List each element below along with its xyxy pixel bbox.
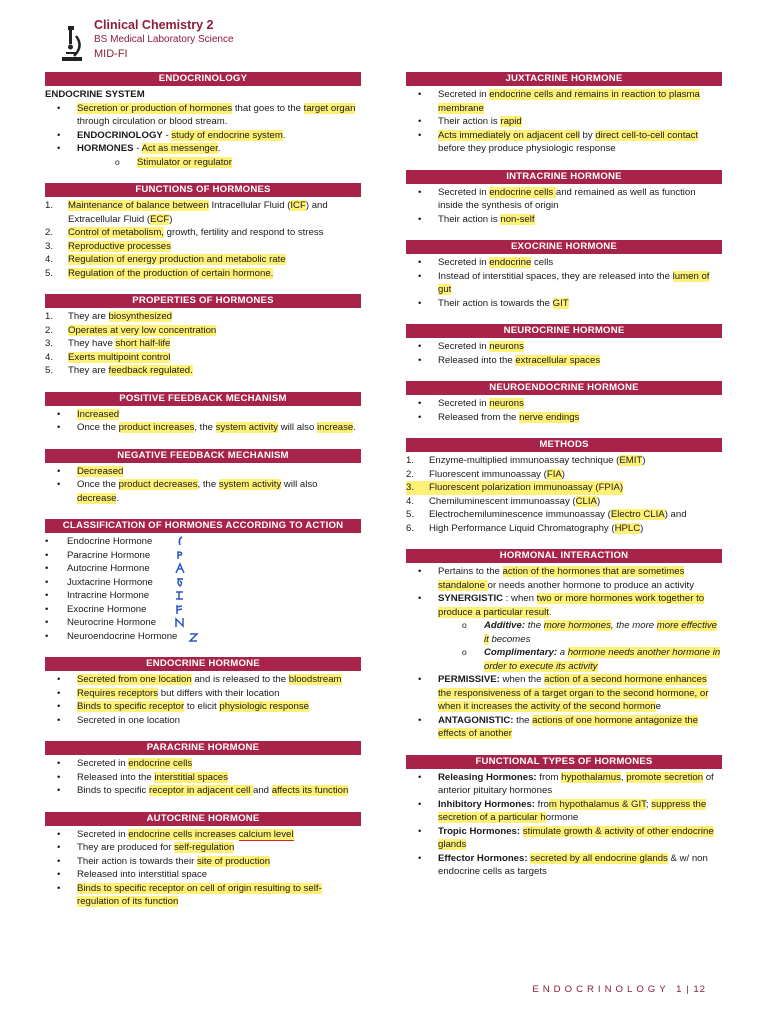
- list-item: 2. Fluorescent immunoassay (FIA): [406, 468, 565, 480]
- list-item: • Secreted from one location and is released to the bloodstream: [45, 673, 361, 687]
- list-item: • Once the product increases, the system activity will also increase.: [45, 421, 361, 435]
- section-neurocrine-hormone: [406, 324, 722, 367]
- list-item: 6. High Performance Liquid Chromatography (HPLC): [406, 522, 644, 534]
- list-item: • ENDOCRINOLOGY - study of endocrine system.: [45, 129, 361, 143]
- list-item: • Their action is towards the GIT: [406, 297, 722, 311]
- list-item: • Exocrine Hormone: [45, 603, 361, 617]
- list-item: • Endocrine Hormone: [45, 535, 361, 549]
- list-item: • Intracrine Hormone: [45, 589, 361, 603]
- list-item: 5. They are feedback regulated.: [45, 365, 193, 376]
- section-title: AUTOCRINE HORMONE: [45, 812, 361, 826]
- section-endocrine-hormone: [45, 657, 361, 727]
- section-title: NEGATIVE FEEDBACK MECHANISM: [45, 449, 361, 463]
- list-item: • Instead of interstitial spaces, they are released into the lumen of gut: [406, 270, 722, 297]
- list-item: • Requires receptors but differs with their location: [45, 687, 361, 701]
- handwritten-mark-icon: [173, 576, 187, 589]
- section-negative-feedback: [45, 449, 361, 506]
- list-item: • ANTAGONISTIC: the actions of one hormone antagonize the effects of another: [406, 714, 722, 741]
- section-endocrinology: [45, 72, 361, 169]
- list-item: • PERMISSIVE: when the action of a second hormone enhances the responsiveness of a target organ to the second hormone, or when it increases the activity of the second hormone: [406, 673, 722, 714]
- list-item: • Released into interstitial space: [45, 868, 361, 882]
- section-title: CLASSIFICATION OF HORMONES ACCORDING TO ACTION: [45, 519, 361, 533]
- list-item: • Secreted in endocrine cells: [45, 757, 361, 771]
- list-item: • Pertains to the action of the hormones that are sometimes standalone or needs another hormone to produce an activity: [406, 565, 722, 592]
- list-item: 4. Exerts multipoint control: [45, 351, 171, 363]
- list-item: 2. Control of metabolism, growth, fertility and respond to stress: [45, 227, 324, 238]
- section-title: METHODS: [406, 438, 722, 452]
- sub-list-item: o Additive: the more hormones, the more more effective it becomes: [406, 619, 722, 646]
- list-item: 3. Fluorescent polarization immunoassay (FPIA): [406, 482, 624, 493]
- section-intracrine-hormone: [406, 170, 722, 227]
- list-item: 5. Regulation of the production of certain hormone.: [45, 267, 274, 279]
- section-title: NEUROENDOCRINE HORMONE: [406, 381, 722, 395]
- section-hormonal-interaction: [406, 549, 722, 741]
- handwritten-mark-icon: [173, 535, 187, 548]
- course-title: Clinical Chemistry 2: [94, 18, 214, 32]
- list-item: 4. Regulation of energy production and metabolic rate: [45, 254, 286, 265]
- sub-list-item: o Stimulator or regulator: [45, 156, 361, 170]
- list-item: • SYNERGISTIC : when two or more hormones work together to produce a particular result.: [406, 592, 722, 619]
- handwritten-mark-icon: [173, 603, 187, 616]
- list-item: • Inhibitory Hormones: from hypothalamus & GIT; suppress the secretion of a particular hormone: [406, 798, 722, 825]
- list-item: • Their action is rapid: [406, 115, 722, 129]
- term-label: MID-FI: [94, 48, 128, 60]
- list-item: 2. Operates at very low concentration: [45, 324, 217, 336]
- list-item: • Tropic Hormones: stimulate growth & activity of other endocrine glands: [406, 825, 722, 852]
- section-title: HORMONAL INTERACTION: [406, 549, 722, 563]
- section-title: INTRACRINE HORMONE: [406, 170, 722, 184]
- list-item: 1. They are biosynthesized: [45, 311, 172, 322]
- section-title: NEUROCRINE HORMONE: [406, 324, 722, 338]
- section-exocrine-hormone: [406, 240, 722, 310]
- list-item: • Increased: [45, 408, 361, 422]
- list-item: • Paracrine Hormone: [45, 549, 361, 563]
- section-juxtacrine-hormone: [406, 72, 722, 156]
- page-number: 1 | 12: [676, 984, 706, 995]
- list-item: • Their action is towards their site of production: [45, 855, 361, 869]
- section-title: JUXTACRINE HORMONE: [406, 72, 722, 86]
- list-item: • Binds to specific receptor on cell of origin resulting to self-regulation of its function: [45, 882, 361, 909]
- list-item: 1. Maintenance of balance between Intracellular Fluid (ICF) and Extracellular Fluid (ECF): [45, 200, 328, 225]
- section-neuroendocrine-hormone: [406, 381, 722, 424]
- subtitle: ENDOCRINE SYSTEM: [45, 89, 145, 100]
- section-title: PARACRINE HORMONE: [45, 741, 361, 755]
- handwritten-mark-icon: [173, 616, 187, 629]
- section-autocrine-hormone: [45, 812, 361, 909]
- list-item: • Secreted in neurons: [406, 397, 722, 411]
- right-column: [406, 72, 722, 889]
- list-item: 3. They have short half-life: [45, 338, 171, 349]
- list-item: • Secreted in endocrine cells and remained as well as function inside the synthesis of origin: [406, 186, 722, 213]
- section-title: ENDOCRINE HORMONE: [45, 657, 361, 671]
- section-title: FUNCTIONAL TYPES OF HORMONES: [406, 755, 722, 769]
- list-item: 4. Chemiluminescent immunoassay (CLIA): [406, 495, 601, 507]
- handwritten-mark-icon: [173, 589, 187, 602]
- list-item: • Neuroendocrine Hormone: [45, 630, 361, 644]
- list-item: • Once the product decreases, the system activity will also decrease.: [45, 478, 361, 505]
- list-item: • Their action is non-self: [406, 213, 722, 227]
- section-paracrine-hormone: [45, 741, 361, 798]
- section-title: ENDOCRINOLOGY: [45, 72, 361, 86]
- list-item: • Neurocrine Hormone: [45, 616, 361, 630]
- list-item: • Secreted in one location: [45, 714, 361, 728]
- footer-title: ENDOCRINOLOGY: [532, 984, 670, 995]
- page-footer: [532, 984, 706, 995]
- list-item: 3. Reproductive processes: [45, 240, 171, 252]
- list-item: 5. Electrochemiluminescence immunoassay (Electro CLIA) and: [406, 509, 687, 520]
- list-item: • Decreased: [45, 465, 361, 479]
- list-item: • Releasing Hormones: from hypothalamus, promote secretion of anterior pituitary hormones: [406, 771, 722, 798]
- list-item: • Released into the interstitial spaces: [45, 771, 361, 785]
- list-item: • Autocrine Hormone: [45, 562, 361, 576]
- left-column: [45, 72, 361, 919]
- list-item: • Binds to specific receptor to elicit physiologic response: [45, 700, 361, 714]
- section-title: EXOCRINE HORMONE: [406, 240, 722, 254]
- section-functional-types: [406, 755, 722, 879]
- list-item: • Secreted in endocrine cells and remains in reaction to plasma membrane: [406, 88, 722, 115]
- list-item: • Juxtacrine Hormone: [45, 576, 361, 590]
- list-item: • Secreted in neurons: [406, 340, 722, 354]
- section-title: FUNCTIONS OF HORMONES: [45, 183, 361, 197]
- list-item: • They are produced for self-regulation: [45, 841, 361, 855]
- list-item: • Effector Hormones: secreted by all endocrine glands & w/ non endocrine cells as targets: [406, 852, 722, 879]
- section-methods: [406, 438, 722, 535]
- list-item: • HORMONES - Act as messenger.: [45, 142, 361, 156]
- section-title: PROPERTIES OF HORMONES: [45, 294, 361, 308]
- list-item: • Secreted in endocrine cells: [406, 256, 722, 270]
- program-name: BS Medical Laboratory Science: [94, 34, 234, 45]
- list-item: • Released into the extracellular spaces: [406, 354, 722, 368]
- sub-list-item: o Complimentary: a hormone needs another hormone in order to execute its activity: [406, 646, 722, 673]
- list-item: 1. Enzyme-multiplied immunoassay technique (EMIT): [406, 455, 646, 466]
- list-item: • Secretion or production of hormones that goes to the target organ through circulation or blood stream.: [45, 102, 361, 129]
- list-item: • Acts immediately on adjacent cell by direct cell-to-cell contact before they produce physiologic response: [406, 129, 722, 156]
- section-positive-feedback: [45, 392, 361, 435]
- section-functions: [45, 183, 361, 280]
- handwritten-mark-icon: [187, 630, 201, 643]
- section-classification: [45, 519, 361, 643]
- microscope-icon: [60, 24, 84, 64]
- section-title: POSITIVE FEEDBACK MECHANISM: [45, 392, 361, 406]
- section-properties: [45, 294, 361, 378]
- handwritten-mark-icon: [173, 562, 187, 575]
- page-header: [60, 14, 380, 68]
- handwritten-mark-icon: [173, 549, 187, 562]
- list-item: • Secreted in endocrine cells increases calcium level: [45, 828, 361, 842]
- list-item: • Binds to specific receptor in adjacent cell and affects its function: [45, 784, 361, 798]
- list-item: • Released from the nerve endings: [406, 411, 722, 425]
